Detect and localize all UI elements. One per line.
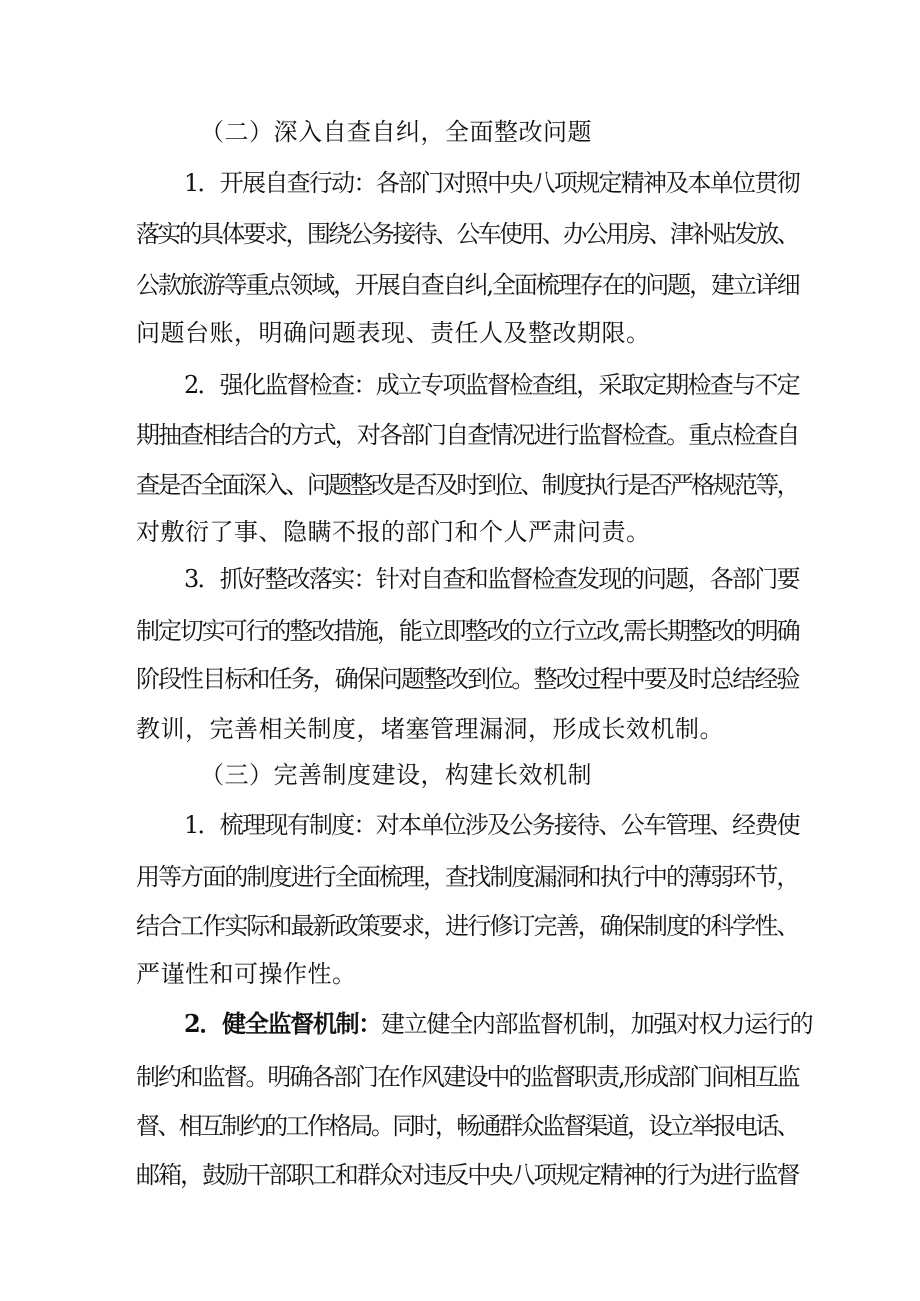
paragraph-line: 督、相互制约的工作格局。同时，畅通群众监督渠道，设立举报电话、 (136, 1112, 798, 1140)
item-label-bold: 2．健全监督机制： (184, 1009, 381, 1038)
paragraph-line: 邮箱，鼓励干部职工和群众对违反中央八项规定精神的行为进行监督 (136, 1161, 799, 1189)
paragraph-line: 问题台账，明确问题表现、责任人及整改期限。 (136, 319, 651, 347)
paragraph-line: 1．开展自查行动：各部门对照中央八项规定精神及本单位贯彻 (184, 169, 799, 197)
paragraph-line: 结合工作实际和最新政策要求，进行修订完善，确保制度的科学性、 (136, 912, 799, 940)
paragraph-line: 期抽查相结合的方式，对各部门自查情况进行监督检查。重点检查自 (136, 421, 799, 449)
paragraph-line: 用等方面的制度进行全面梳理，查找制度漏洞和执行中的薄弱环节， (136, 863, 799, 891)
paragraph-line: 教训，完善相关制度，堵塞管理漏洞，形成长效机制。 (136, 715, 724, 743)
paragraph-line: 对敷衍了事、隐瞒不报的部门和个人严肃问责。 (136, 518, 651, 546)
paragraph-line: 严谨性和可操作性。 (136, 960, 357, 988)
section-heading-3: （三）完善制度建设，构建长效机制 (200, 761, 592, 789)
paragraph-line: 查是否全面深入、问题整改是否及时到位、制度执行是否严格规范等， (136, 471, 798, 499)
paragraph-line: 3．抓好整改落实：针对自查和监督检查发现的问题，各部门要 (184, 565, 799, 593)
paragraph-line: 制约和监督。明确各部门在作风建设中的监督职责,形成部门间相互监 (136, 1063, 799, 1091)
paragraph-line: 1．梳理现有制度：对本单位涉及公务接待、公车管理、经费使 (184, 811, 799, 839)
item-first-line-text: 建立健全内部监督机制，加强对权力运行的 (381, 1010, 813, 1038)
paragraph-line: 公款旅游等重点领域，开展自查自纠,全面梳理存在的问题，建立详细 (136, 271, 799, 299)
paragraph-line: 2．强化监督检查：成立专项监督检查组，采取定期检查与不定 (184, 371, 799, 399)
section-heading-2: （二）深入自查自纠，全面整改问题 (200, 118, 592, 146)
paragraph-line: 阶段性目标和任务，确保问题整改到位。整改过程中要及时总结经验 (136, 665, 799, 693)
paragraph-line: 落实的具体要求，围绕公务接待、公车使用、办公用房、津补贴发放、 (136, 220, 798, 248)
paragraph-line: 制定切实可行的整改措施，能立即整改的立行立改,需长期整改的明确 (136, 617, 799, 645)
paragraph-line (184, 1009, 812, 1039)
